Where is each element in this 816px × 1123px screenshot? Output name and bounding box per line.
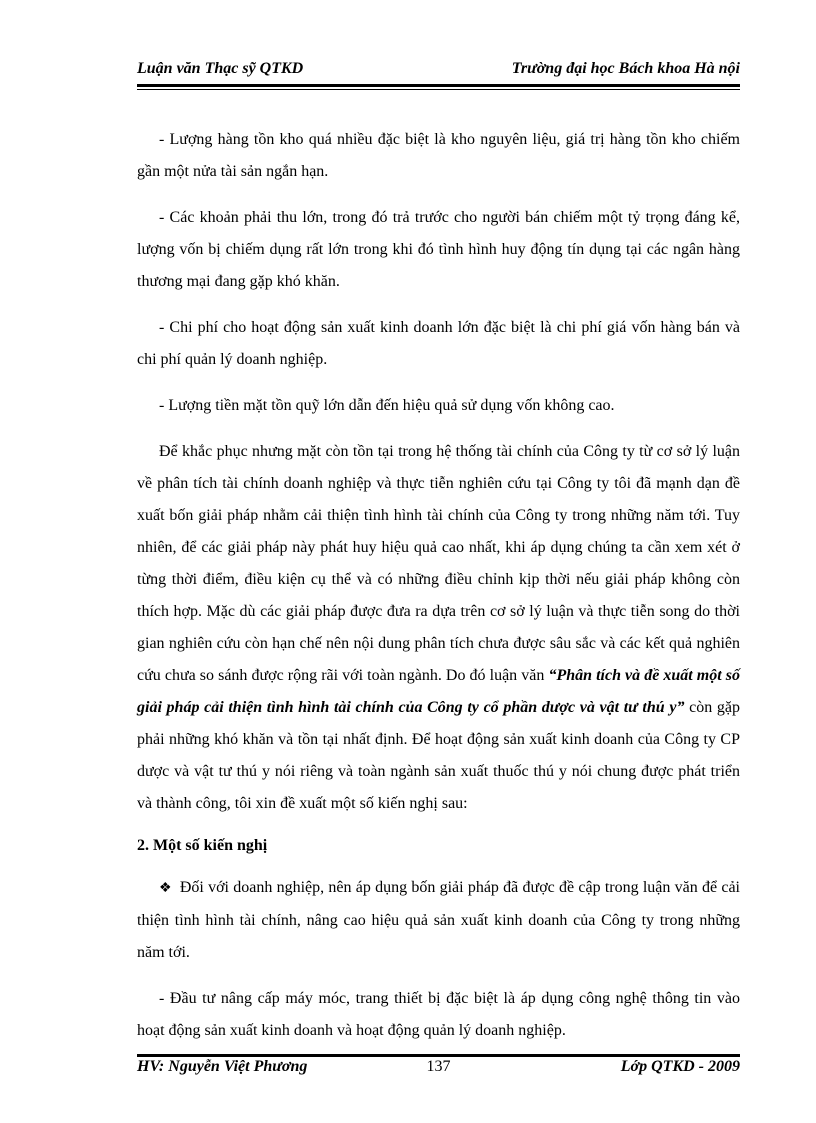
- enterprise-text: Đối với doanh nghiệp, nên áp dụng bốn giải pháp đã được đề cập trong luận văn để cải thiện tình hình tài chính, nâng cao hiệu quả sản xuất kinh doanh của Công ty trong những năm tới.: [137, 879, 740, 961]
- conclusion-text-end: còn gặp phải những khó khăn và tồn tại nhất định. Để hoạt động sản xuất kinh doanh của Công ty CP dược và vật tư thú y nói riêng và toàn ngành sản xuất thuốc thú y nói chung được phát triển và thành công, tôi xin đề xuất một số kiến nghị sau:: [137, 699, 740, 812]
- footer-author: HV: Nguyễn Việt Phương: [137, 1058, 308, 1075]
- page-body: [137, 124, 740, 1047]
- footer-rule: [137, 1054, 740, 1057]
- header-thesis-title: Luận văn Thạc sỹ QTKD: [137, 60, 304, 77]
- section-heading: 2. Một số kiến nghị: [137, 837, 268, 854]
- thesis-title-quote: “Phân tích và đề xuất một số giải pháp cải thiện tình hình tài chính của Công ty cổ phần dược và vật tư thú y”: [137, 667, 741, 716]
- conclusion-text-start: Để khắc phục nhưng mặt còn tồn tại trong hệ thống tài chính của Công ty từ cơ sở lý luận về phân tích tài chính doanh nghiệp và thực tiễn nghiên cứu tại Công ty tôi đã mạnh dạn đề xuất bốn giải pháp nhằm cải thiện tình hình tài chính của Công ty trong những năm tới. Tuy nhiên, để các giải pháp này phát huy hiệu quả cao nhất, khi áp dụng chúng ta cần xem xét ở từng thời điểm, điều kiện cụ thể và có những điều chỉnh kịp thời nếu giải pháp không còn thích hợp. Mặc dù các giải pháp được đưa ra dựa trên cơ sở lý luận và thực tiễn song do thời gian nghiên cứu còn hạn chế nên nội dung phân tích chưa được sâu sắc và các kết quả nghiên cứu chưa so sánh được rộng rãi với toàn ngành. Do đó luận văn: [137, 443, 740, 684]
- diamond-bullet-icon: ❖: [159, 881, 172, 896]
- header-rule-thick: [137, 84, 740, 87]
- paragraph-investment: - Đầu tư nâng cấp máy móc, trang thiết bị đặc biệt là áp dụng công nghệ thông tin vào hoạt động sản xuất kinh doanh và hoạt động quản lý doanh nghiệp.: [137, 990, 740, 1039]
- paragraph-cash: - Lượng tiền mặt tồn quỹ lớn dẫn đến hiệu quả sử dụng vốn không cao.: [159, 397, 615, 414]
- page-number: 137: [426, 1058, 451, 1075]
- paragraph-receivables: - Các khoản phải thu lớn, trong đó trả trước cho người bán chiếm một tỷ trọng đáng kể, lượng vốn bị chiếm dụng rất lớn trong khi đó tình hình huy động tín dụng tại các ngân hàng thương mại đang gặp khó khăn.: [137, 209, 740, 290]
- footer-class: Lớp QTKD - 2009: [620, 1058, 740, 1075]
- header-rule-thin: [137, 89, 740, 90]
- paragraph-enterprise: [137, 872, 740, 969]
- paragraph-costs: - Chi phí cho hoạt động sản xuất kinh doanh lớn đặc biệt là chi phí giá vốn hàng bán và chi phí quản lý doanh nghiệp.: [137, 319, 740, 368]
- header-university: Trường đại học Bách khoa Hà nội: [511, 60, 740, 77]
- page-footer: [137, 1058, 740, 1082]
- page-header: [137, 60, 740, 84]
- paragraph-conclusion: [137, 436, 740, 820]
- paragraph-inventory: - Lượng hàng tồn kho quá nhiều đặc biệt là kho nguyên liệu, giá trị hàng tồn kho chiếm gần một nửa tài sản ngắn hạn.: [137, 131, 740, 180]
